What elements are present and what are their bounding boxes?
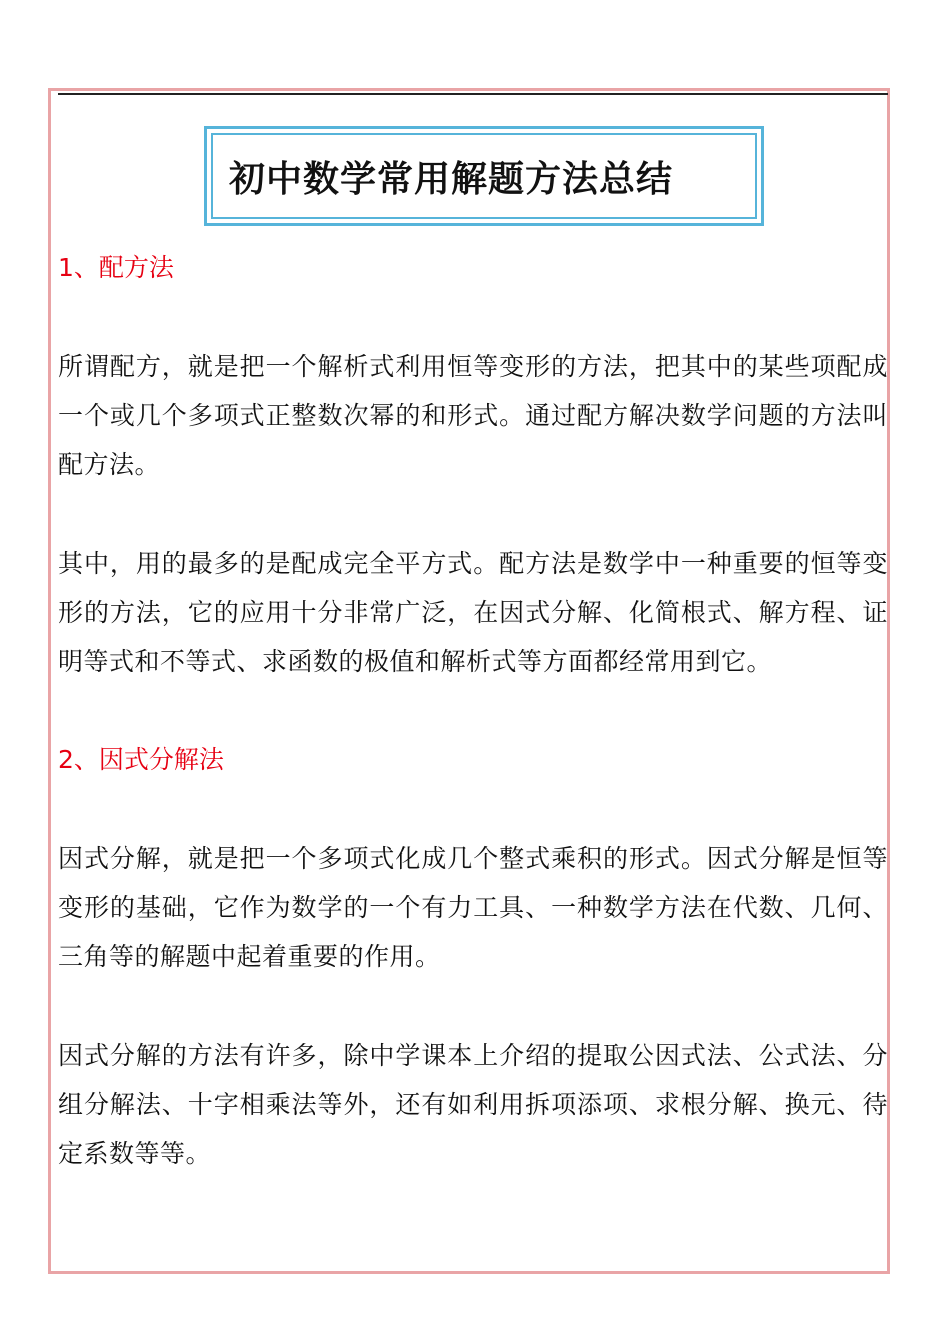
page-title: 初中数学常用解题方法总结 [229,158,674,200]
section-heading-completing-square: 1、配方法 [58,253,174,282]
section-paragraph: 因式分解，就是把一个多项式化成几个整式乘积的形式。因式分解是恒等变形的基础，它作为数学的一个有力工具、一种数学方法在代数、几何、三角等的解题中起着重要的作用。 [58,844,888,971]
article-body [58,244,888,1178]
section-paragraph: 因式分解的方法有许多，除中学课本上介绍的提取公因式法、公式法、分组分解法、十字相乘法等外，还有如利用拆项添项、求根分解、换元、待定系数等等。 [58,1041,888,1168]
title-box [204,126,764,226]
section-heading-factorization: 2、因式分解法 [58,745,224,774]
section-paragraph: 其中，用的最多的是配成完全平方式。配方法是数学中一种重要的恒等变形的方法，它的应用十分非常广泛，在因式分解、化简根式、解方程、证明等式和不等式、求函数的极值和解析式等方面都经常用到它。 [58,549,888,676]
section-paragraph: 所谓配方，就是把一个解析式利用恒等变形的方法，把其中的某些项配成一个或几个多项式正整数次幂的和形式。通过配方解决数学问题的方法叫配方法。 [58,352,888,479]
top-divider [58,93,888,95]
title-inner-border [211,133,757,219]
